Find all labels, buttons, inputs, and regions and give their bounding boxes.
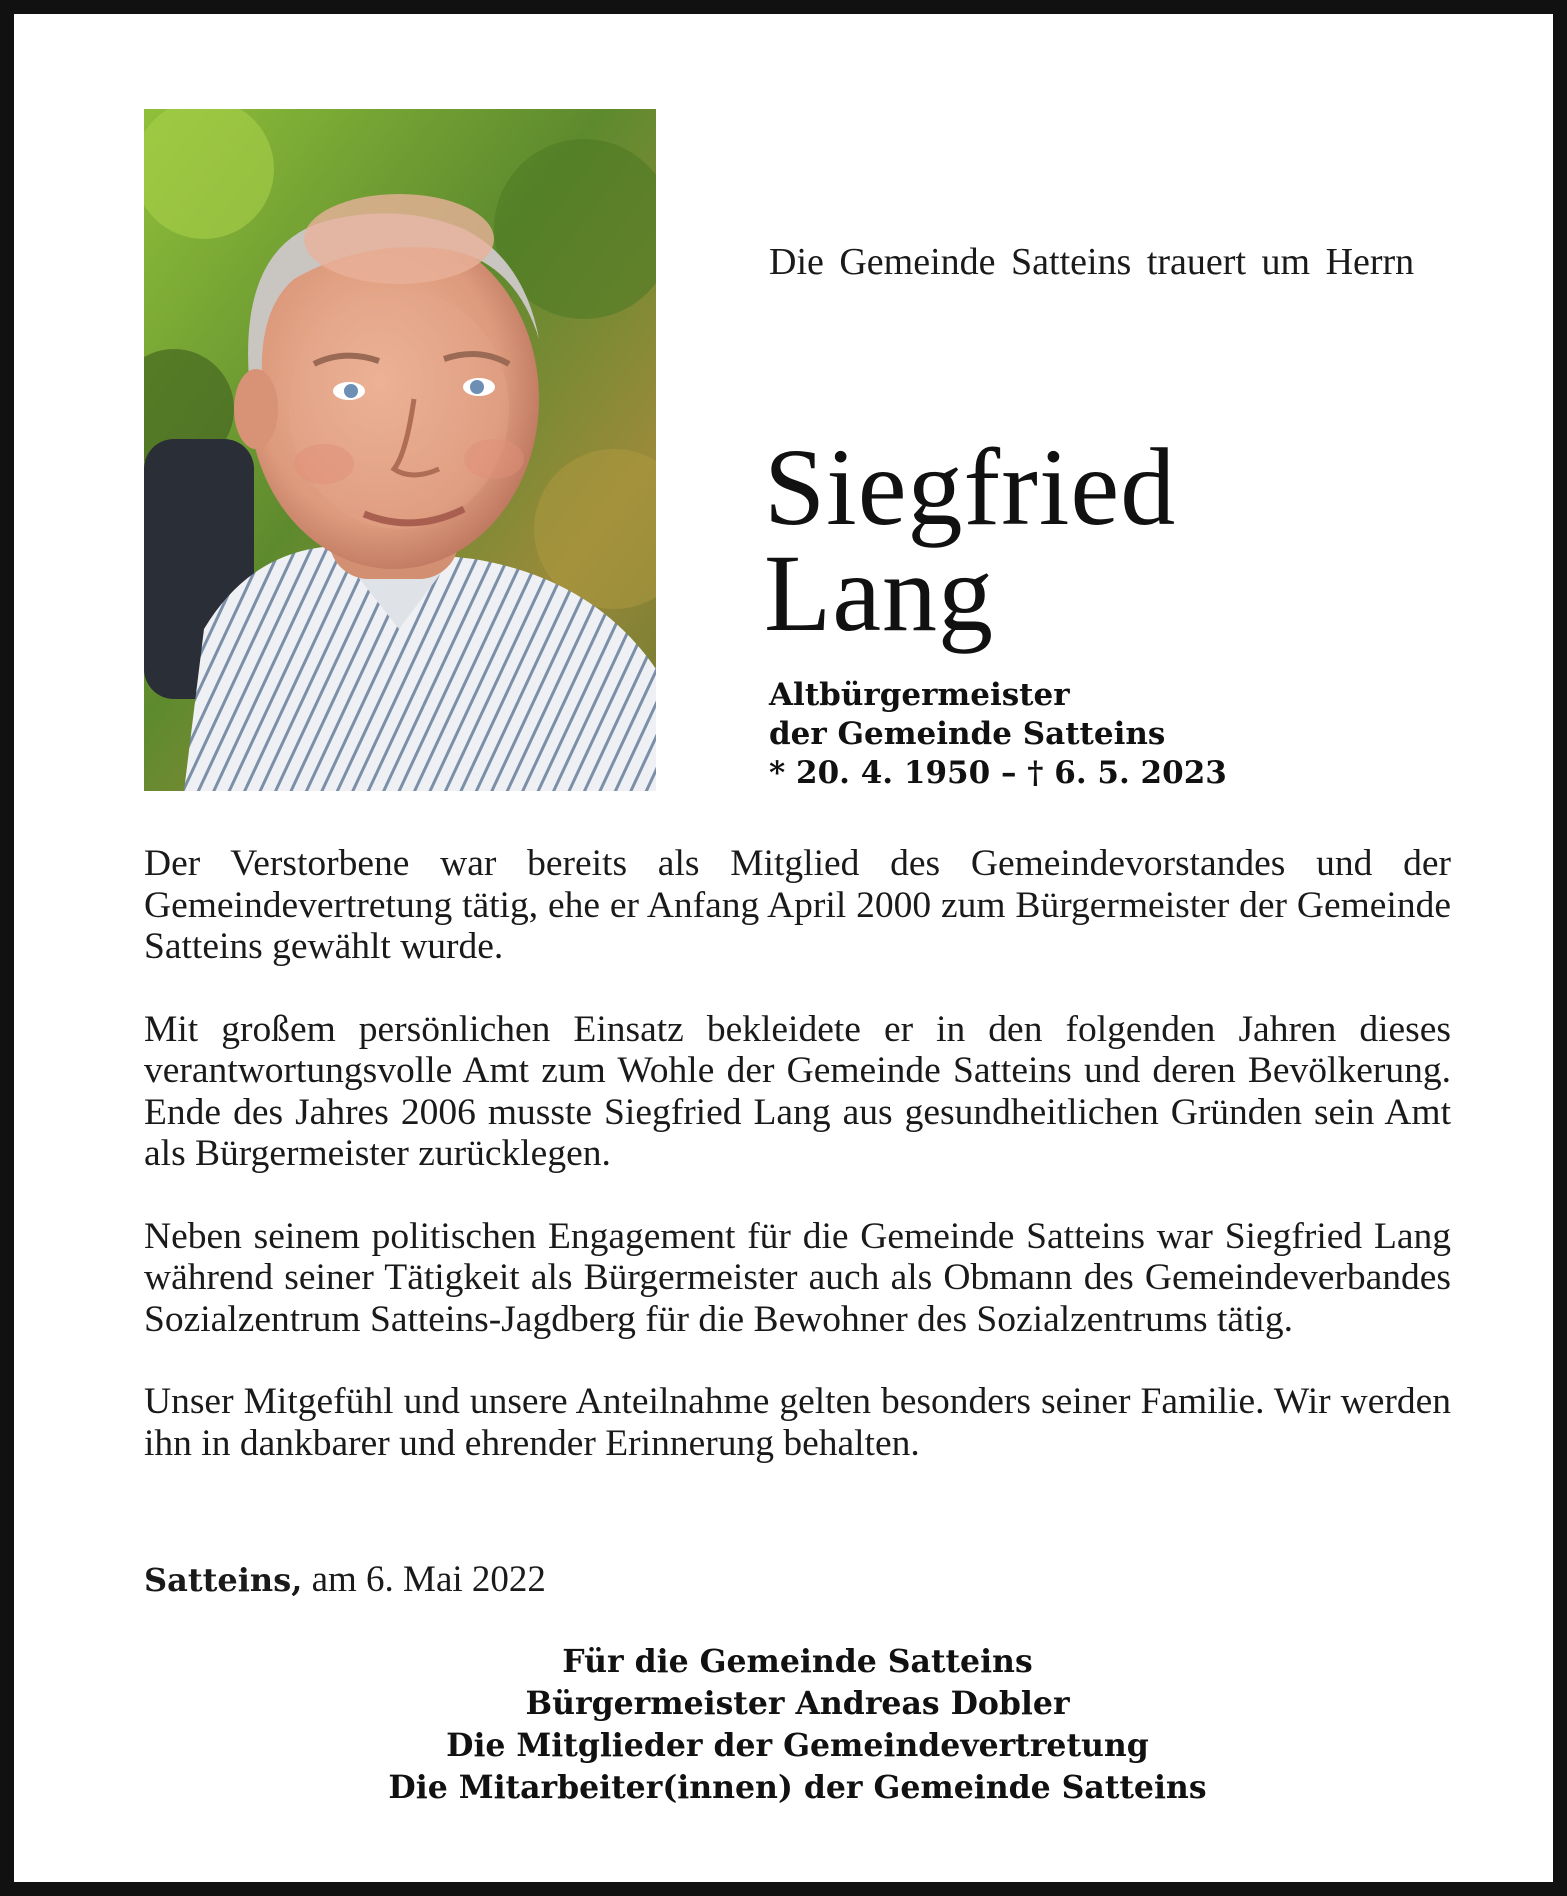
last-name: Lang [764, 532, 995, 654]
signatory-line: Bürgermeister Andreas Dobler [525, 1685, 1070, 1722]
signatory-line: Die Mitglieder der Gemeindevertretung [446, 1727, 1149, 1764]
portrait-illustration [144, 109, 656, 791]
deceased-name [764, 426, 1177, 654]
place: Satteins, [144, 1561, 303, 1599]
notice-body [144, 843, 1451, 1505]
life-dates: * 20. 4. 1950 – † 6. 5. 2023 [769, 755, 1227, 791]
paragraph: Der Verstorbene war bereits als Mitglied des Gemeindevorstandes und der Gemeindevertretung tätig, ehe er Anfang April 2000 zum Bürgermeister der Gemeinde Satteins gewählt wurde. [144, 843, 1451, 967]
paragraph: Neben seinem politischen Engagement für die Gemeinde Satteins war Siegfried Lang während seiner Tätigkeit als Bürgermeister auch als Obmann des Gemeindeverbandes Sozialzentrum Satteins-Jagdberg für die Bewohner des Sozialzentrums tätig. [144, 1215, 1451, 1340]
signatories [144, 1641, 1451, 1809]
place-date [144, 1559, 546, 1601]
signatory-line: Für die Gemeinde Satteins [562, 1643, 1033, 1680]
title-line: der Gemeinde Satteins [769, 716, 1166, 752]
portrait-photo [144, 109, 656, 791]
date: am 6. Mai 2022 [311, 1559, 546, 1600]
paragraph: Mit großem persönlichen Einsatz bekleidete er in den folgenden Jahren dieses verantwortungsvolle Amt zum Wohle der Gemeinde Satteins und deren Bevölkerung. Ende des Jahres 2006 musste Siegfried Lang aus gesundheitlichen Gründen sein Amt als Bürgermeister zurücklegen. [144, 1008, 1451, 1174]
title-line: Altbürgermeister [769, 677, 1070, 713]
first-name: Siegfried [764, 426, 1177, 548]
title-block [769, 676, 1227, 793]
intro-text: Die Gemeinde Satteins trauert um Herrn [769, 241, 1415, 283]
signatory-line: Die Mitarbeiter(innen) der Gemeinde Satteins [388, 1769, 1207, 1806]
paragraph: Unser Mitgefühl und unsere Anteilnahme gelten besonders seiner Familie. Wir werden ihn in dankbarer und ehrender Erinnerung behalten. [144, 1381, 1451, 1464]
